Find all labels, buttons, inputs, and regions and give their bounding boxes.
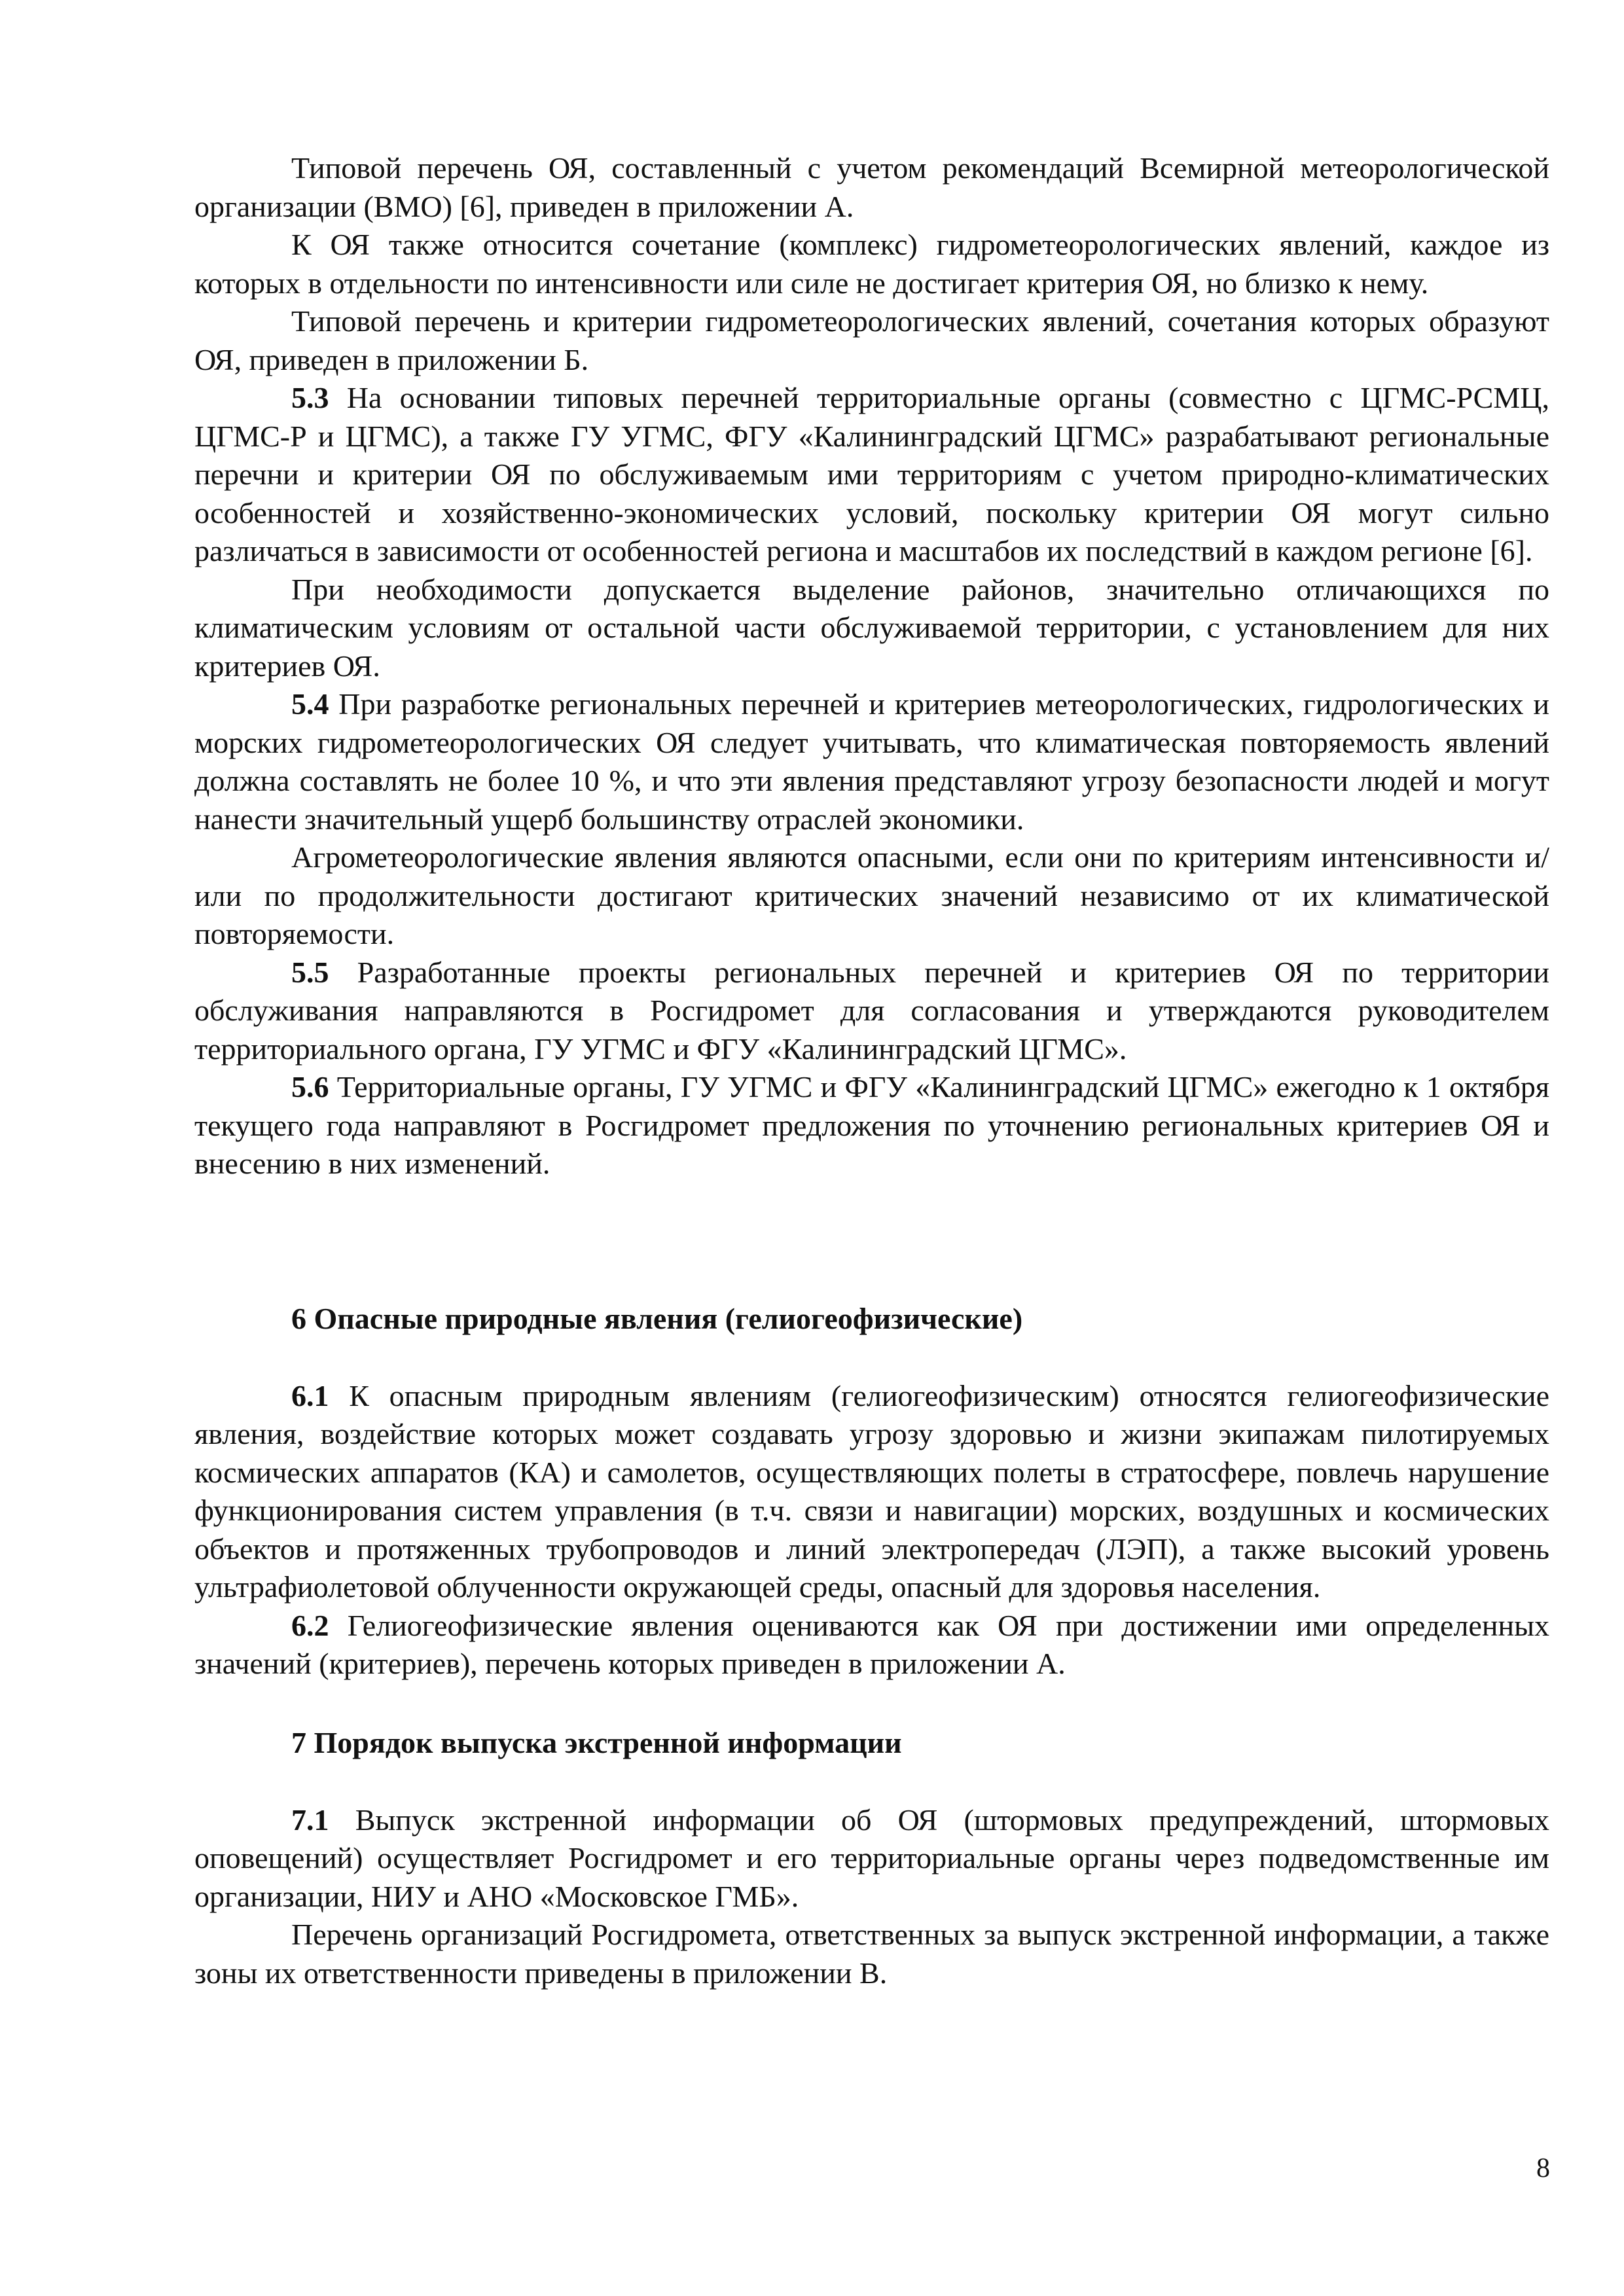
clause-6-2: 6.2 Гелиогеофизические явления оцениваются как ОЯ при достижении ими определенных значений (критериев), перечень которых приведен в приложении А. [194, 1608, 1549, 1680]
paragraph-complex-phenomena: К ОЯ также относится сочетание (комплекс) гидрометеорологических явлений, каждое из которых в отдельности по интенсивности или силе не достигает критерия ОЯ, но близко к нему. [194, 228, 1549, 300]
document-page [194, 149, 1549, 1992]
clause-number: 5.4 [291, 687, 329, 721]
clause-7-1: 7.1 Выпуск экстренной информации об ОЯ (штормовых предупреждений, штормовых оповещений) осуществляет Росгидромет и его территориальные органы через подведомственные им организации, НИУ и АНО «Московское ГМБ». [194, 1803, 1549, 1913]
clause-number: 5.3 [291, 381, 329, 414]
clause-5-3: 5.3 На основании типовых перечней территориальные органы (совместно с ЦГМС-РСМЦ, ЦГМС-Р и ЦГМС), а также ГУ УГМС, ФГУ «Калининградский ЦГМС» разрабатывают региональные перечни и критерии ОЯ по обслуживаемым ими территориям с учетом природно-климатических особенностей и хозяйственно-экономических условий, поскольку критерии ОЯ могут сильно различаться в зависимости от особенностей региона и масштабов их последствий в каждом регионе [6]. [194, 381, 1549, 567]
page-number: 8 [1536, 2153, 1550, 2183]
paragraph-appendix-v: Перечень организаций Росгидромета, ответственных за выпуск экстренной информации, а также зоны их ответственности приведены в приложении В. [194, 1918, 1549, 1990]
clause-5-6: 5.6 Территориальные органы, ГУ УГМС и ФГУ «Калининградский ЦГМС» ежегодно к 1 октября текущего года направляют в Росгидромет предложения по уточнению региональных критериев ОЯ и внесению в них изменений. [194, 1070, 1549, 1180]
clause-number: 6.2 [291, 1608, 329, 1642]
paragraph-districts: При необходимости допускается выделение районов, значительно отличающихся по климатическим условиям от остальной части обслуживаемой территории, с установлением для них критериев ОЯ. [194, 572, 1549, 683]
clause-6-1: 6.1 К опасным природным явлениям (гелиогеофизическим) относятся гелиогеофизические явления, воздействие которых может создавать угрозу здоровью и жизни экипажам пилотируемых космических аппаратов (КА) и самолетов, осуществляющих полеты в стратосфере, повлечь нарушение функционирования систем управления (в т.ч. связи и навигации) морских, воздушных и космических объектов и протяженных трубопроводов и линий электропередач (ЛЭП), а также высокий уровень ультрафиолетовой облученности окружающей среды, опасный для здоровья населения. [194, 1378, 1549, 1604]
section-6-heading: 6 Опасные природные явления (гелиогеофизические) [291, 1301, 1023, 1335]
clause-5-4: 5.4 При разработке региональных перечней и критериев метеорологических, гидрологических и морских гидрометеорологических ОЯ следует учитывать, что климатическая повторяемость явлений должна составлять не более 10 %, и что эти явления представляют угрозу безопасности людей и могут нанести значительный ущерб большинству отраслей экономики. [194, 687, 1549, 836]
paragraph-criteria-appendix-b: Типовой перечень и критерии гидрометеорологических явлений, сочетания которых образуют ОЯ, приведен в приложении Б. [194, 304, 1549, 376]
section-7-heading: 7 Порядок выпуска экстренной информации [291, 1725, 902, 1759]
clause-number: 7.1 [291, 1803, 329, 1837]
clause-number: 6.1 [291, 1378, 329, 1412]
paragraph-agrometeorological: Агрометеорологические явления являются опасными, если они по критериям интенсивности и/или по продолжительности достигают критических значений независимо от их климатической повторяемости. [194, 840, 1549, 950]
clause-5-5: 5.5 Разработанные проекты региональных перечней и критериев ОЯ по территории обслуживания направляются в Росгидромет для согласования и утверждаются руководителем территориального органа, ГУ УГМС и ФГУ «Калининградский ЦГМС». [194, 955, 1549, 1066]
clause-number: 5.6 [291, 1070, 329, 1103]
paragraph-typical-list: Типовой перечень ОЯ, составленный с учетом рекомендаций Всемирной метеорологической организации (ВМО) [6], приведен в приложении А. [194, 151, 1549, 223]
clause-number: 5.5 [291, 955, 329, 989]
